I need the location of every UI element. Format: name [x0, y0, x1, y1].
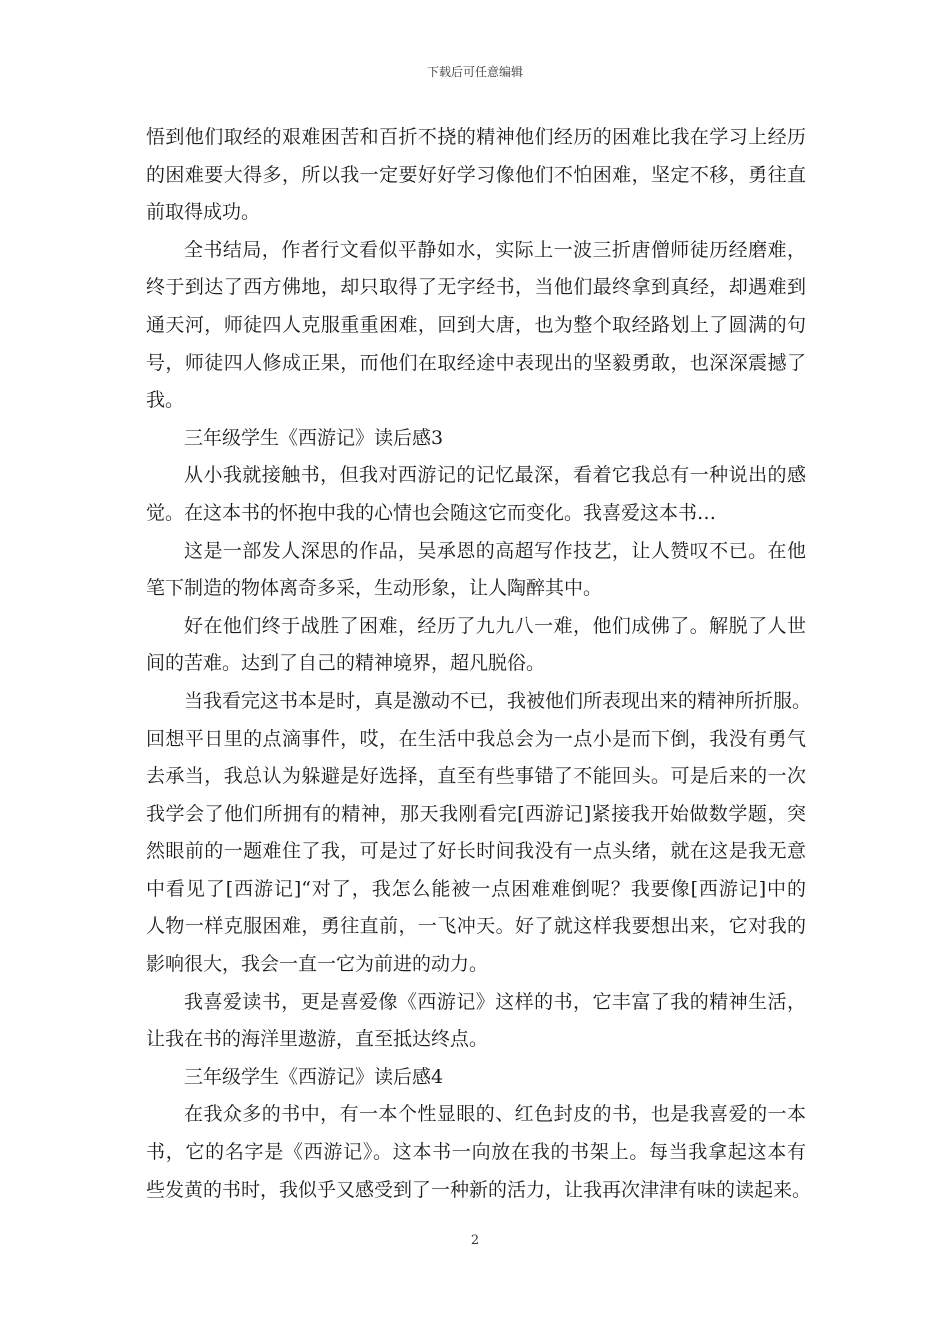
- text-line: 的困难要大得多，所以我一定要好好学习像他们不怕困难，坚定不移，勇往直: [146, 163, 806, 186]
- text-line: 终于到达了西方佛地，却只取得了无字经书，当他们最终拿到真经，却遇难到: [146, 276, 806, 299]
- section-heading: 三年级学生《西游记》读后感3: [184, 426, 444, 449]
- text-line: 些发黄的书时，我似乎又感受到了一种新的活力，让我再次津津有味的读起来。: [146, 1178, 812, 1201]
- text-line: 我喜爱读书，更是喜爱像《西游记》这样的书，它丰富了我的精神生活，: [184, 990, 806, 1013]
- document-body: [146, 119, 812, 1209]
- text-line: 影响很大，我会一直一它为前进的动力。: [146, 953, 489, 976]
- text-line: 全书结局，作者行文看似平静如水，实际上一波三折唐僧师徒历经磨难，: [184, 238, 806, 261]
- text-line: 前取得成功。: [146, 201, 261, 224]
- text-line: 号，师徒四人修成正果，而他们在取经途中表现出的坚毅勇敢，也深深震撼了: [146, 351, 806, 374]
- text-line: 当我看完这书本是时，真是激动不已，我被他们所表现出来的精神所折服。: [184, 689, 812, 712]
- text-line: 觉。在这本书的怀抱中我的心情也会随这它而变化。我喜爱这本书…: [146, 501, 717, 524]
- page-number: 2: [470, 1233, 480, 1248]
- page-header: 下载后可任意编辑: [426, 65, 523, 79]
- text-line: 从小我就接触书，但我对西游记的记忆最深，看着它我总有一种说出的感: [184, 464, 806, 487]
- text-line: 悟到他们取经的艰难困苦和百折不挠的精神他们经历的困难比我在学习上经历: [146, 126, 806, 148]
- text-line: 我学会了他们所拥有的精神，那天我刚看完[西游记]紧接我开始做数学题，突: [146, 802, 806, 825]
- text-line: 在我众多的书中，有一本个性显眼的、红色封皮的书，也是我喜爱的一本: [184, 1103, 806, 1126]
- text-line: 这是一部发人深思的作品，吴承恩的高超写作技艺，让人赞叹不已。在他: [184, 539, 806, 562]
- text-line: 书，它的名字是《西游记》。这本书一向放在我的书架上。每当我拿起这本有: [146, 1141, 806, 1164]
- text-line: 去承当，我总认为躲避是好选择，直至有些事错了不能回头。可是后来的一次: [146, 765, 806, 788]
- text-line: 笔下制造的物体离奇多采，生动形象，让人陶醉其中。: [146, 577, 603, 600]
- text-line: 回想平日里的点滴事件，哎，在生活中我总会为一点小是而下倒，我没有勇气: [146, 727, 806, 750]
- text-line: 通天河，师徒四人克服重重困难，回到大唐，也为整个取经路划上了圆满的句: [146, 313, 806, 336]
- text-line: 让我在书的海洋里遨游，直至抵达终点。: [146, 1028, 489, 1051]
- text-line: 间的苦难。达到了自己的精神境界，超凡脱俗。: [146, 652, 546, 675]
- text-line: 我。: [146, 389, 185, 412]
- text-line: 然眼前的一题难住了我，可是过了好长时间我没有一点头绪，就在这是我无意: [146, 840, 806, 863]
- text-line: 中看见了[西游记]“对了，我怎么能被一点困难难倒呢？我要像[西游记]中的: [146, 877, 806, 900]
- text-line: 人物一样克服困难，勇往直前，一飞冲天。好了就这样我要想出来，它对我的: [146, 915, 806, 938]
- section-heading: 三年级学生《西游记》读后感4: [184, 1065, 444, 1088]
- text-line: 好在他们终于战胜了困难，经历了九九八一难，他们成佛了。解脱了人世: [184, 614, 806, 637]
